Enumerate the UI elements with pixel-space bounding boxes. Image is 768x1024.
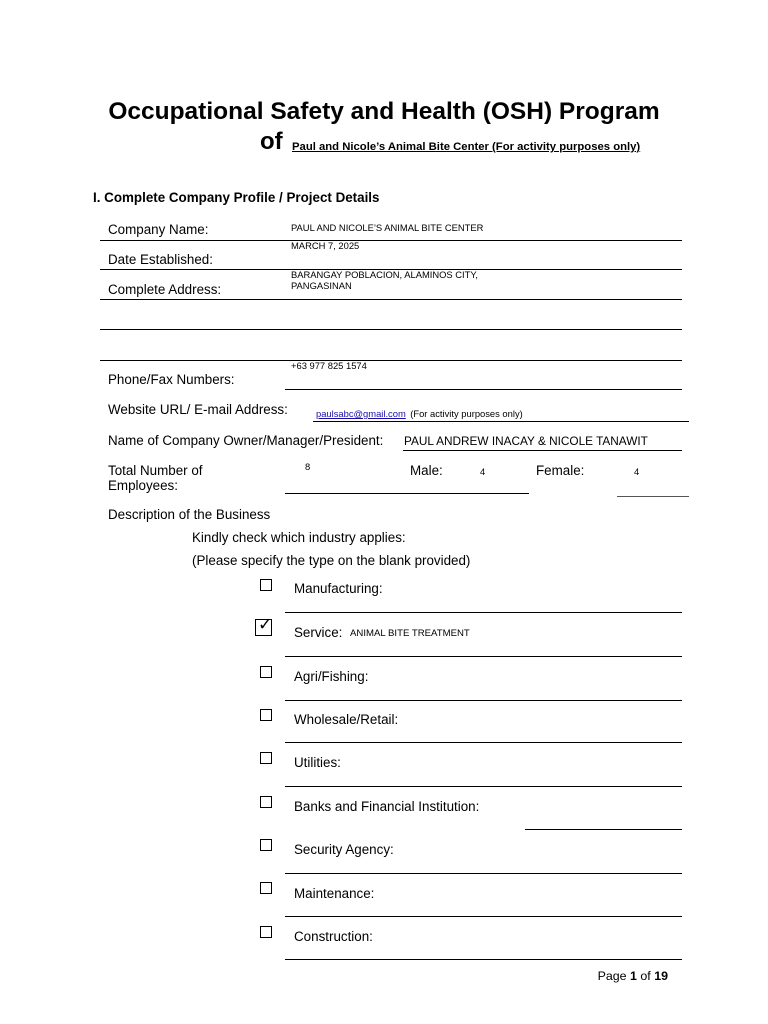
security-agency-checkbox[interactable] [260,839,272,851]
website-line [313,421,689,422]
wholesale-retail-label: Wholesale/Retail: [294,712,399,727]
address-value-line2[interactable]: PANGASINAN [291,280,352,291]
utilities-checkbox[interactable] [260,752,272,764]
construction-label: Construction: [294,929,373,944]
address-value-line1[interactable]: BARANGAY POBLACION, ALAMINOS CITY, [291,269,479,280]
service-checkbox[interactable] [255,615,273,636]
date-established-value[interactable]: MARCH 7, 2025 [291,240,360,251]
address-label: Complete Address: [108,282,222,297]
agri-fishing-line [285,700,682,701]
company-subtitle: Paul and Nicole’s Animal Bite Center (For activity purposes only) [292,141,641,153]
maintenance-label: Maintenance: [294,886,375,901]
female-line [617,496,689,497]
employees-total-value[interactable]: 8 [305,461,311,472]
document-title: Occupational Safety and Health (OSH) Program [108,98,660,125]
phone-value[interactable]: +63 977 825 1574 [291,360,367,371]
owner-value[interactable]: PAUL ANDREW INACAY & NICOLE TANAWIT [404,434,648,448]
phone-line [285,389,682,390]
address-line-1 [100,299,682,300]
manufacturing-checkbox[interactable] [260,579,272,591]
agri-fishing-checkbox[interactable] [260,666,272,678]
website-label: Website URL/ E-mail Address: [108,402,288,417]
service-line [285,656,682,657]
page-number [598,969,668,983]
maintenance-line [285,916,682,917]
maintenance-checkbox[interactable] [260,882,272,894]
website-value [316,404,523,422]
address-line-2 [100,329,682,330]
employees-label-line1: Total Number of [108,463,203,478]
email-note: (For activity purposes only) [410,408,523,419]
security-agency-line [285,873,682,874]
utilities-line [285,786,682,787]
wholesale-retail-checkbox[interactable] [260,709,272,721]
section-heading: I. Complete Company Profile / Project Details [93,190,380,205]
date-established-label: Date Established: [108,252,213,267]
wholesale-retail-line [285,742,682,743]
business-heading: Description of the Business [108,507,271,522]
company-name-label: Company Name: [108,222,209,237]
utilities-label: Utilities: [294,755,341,770]
male-value[interactable]: 4 [480,466,486,477]
owner-label: Name of Company Owner/Manager/President: [108,433,384,448]
owner-line [403,450,682,451]
title-of-word: of [260,128,283,155]
female-label: Female: [536,463,585,478]
email-link[interactable]: paulsabc@gmail.com [316,408,406,419]
business-instruction-1: Kindly check which industry applies: [192,530,406,545]
address-line-3 [100,360,682,361]
service-specify[interactable]: ANIMAL BITE TREATMENT [350,628,470,639]
service-label: Service: [294,625,343,640]
manufacturing-line [285,612,682,613]
banks-line [525,829,682,830]
male-label: Male: [410,463,443,478]
check-mark-icon: ✓ [258,615,273,635]
banks-label: Banks and Financial Institution: [294,799,480,814]
manufacturing-label: Manufacturing: [294,581,383,596]
company-name-value[interactable]: PAUL AND NICOLE’S ANIMAL BITE CENTER [291,222,484,233]
banks-checkbox[interactable] [260,796,272,808]
page-of: of [640,969,651,983]
company-name-line [100,240,682,241]
page-current: 1 [630,969,637,983]
employees-label-line2: Employees: [108,478,178,493]
business-instruction-2: (Please specify the type on the blank provided) [192,553,471,568]
female-value[interactable]: 4 [634,466,640,477]
construction-checkbox[interactable] [260,926,272,938]
page-prefix: Page [597,969,627,983]
phone-label: Phone/Fax Numbers: [108,372,235,387]
security-agency-label: Security Agency: [294,842,394,857]
page-total: 19 [654,969,668,983]
employees-total-line [285,493,529,494]
construction-line [285,959,682,960]
agri-fishing-label: Agri/Fishing: [294,669,369,684]
